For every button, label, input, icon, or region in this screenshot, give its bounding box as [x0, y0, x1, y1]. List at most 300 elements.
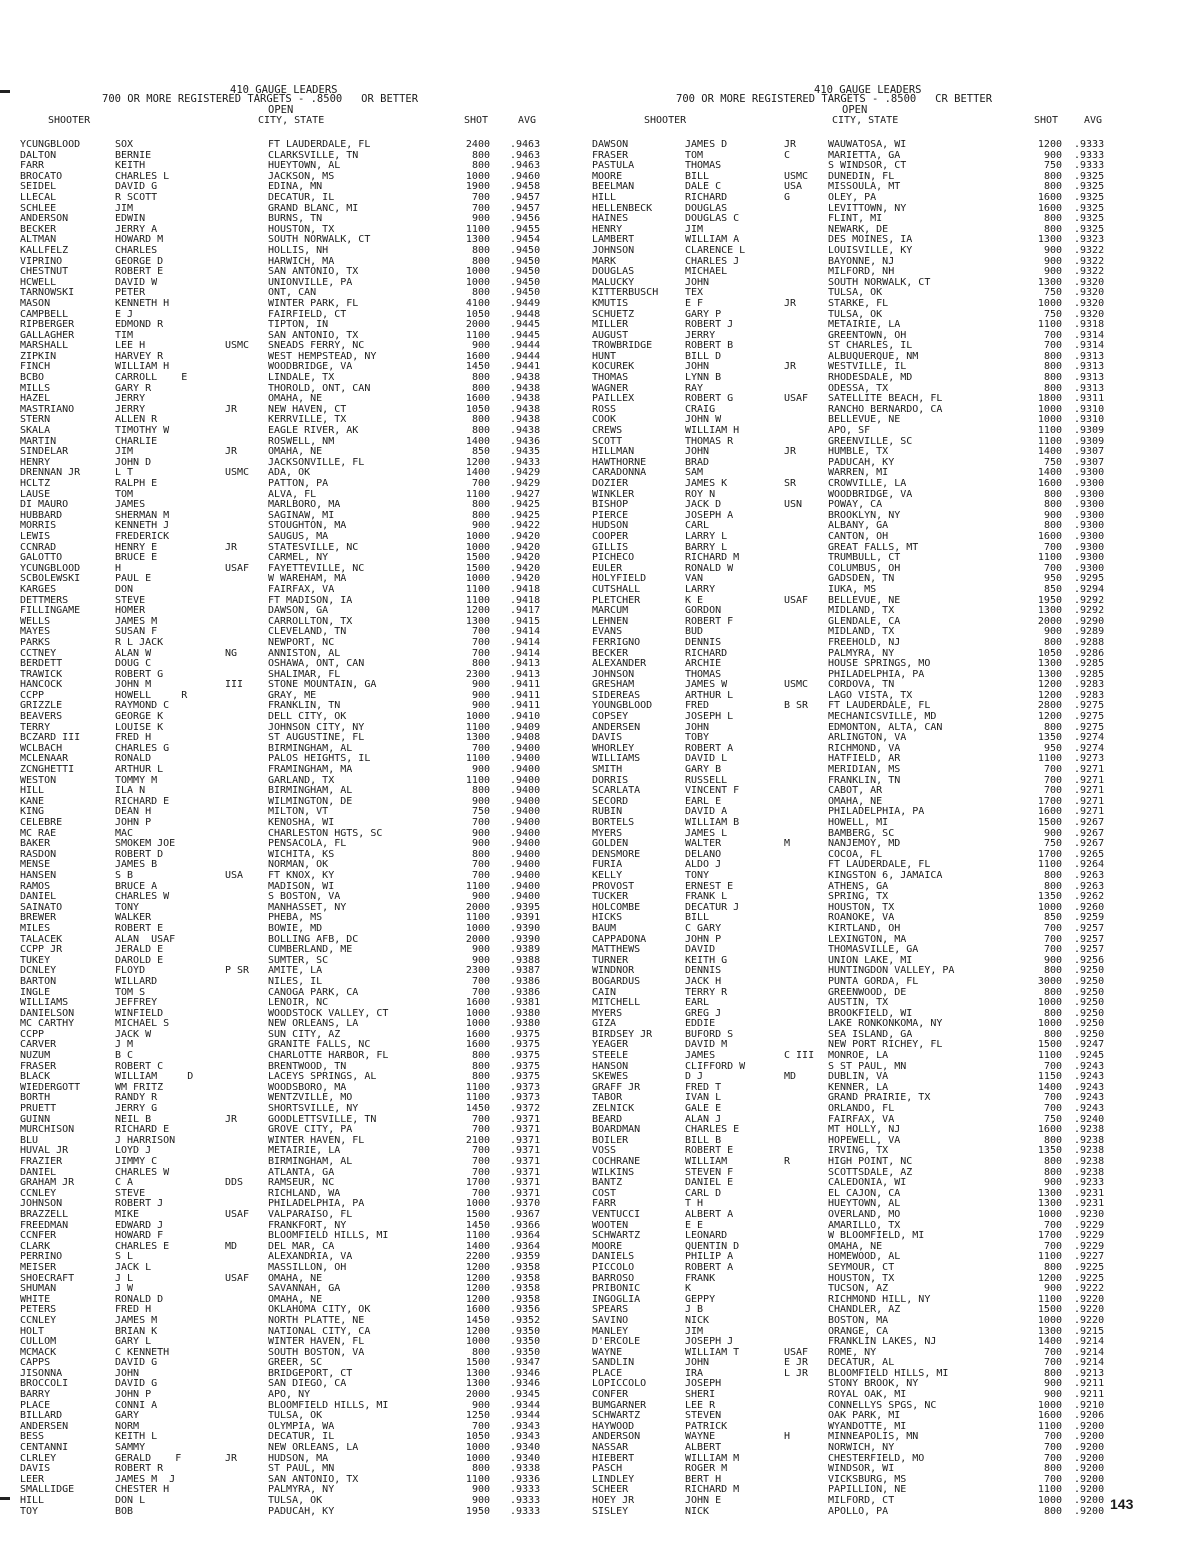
average: .9300: [1074, 541, 1105, 553]
shooter-last-name: COST: [592, 1187, 617, 1199]
city-state: NANJEMOY, MD: [828, 838, 901, 850]
shot-count: 1100: [465, 329, 490, 341]
shooter-last-name: MCMACK: [20, 1346, 57, 1358]
shooter-first-name: R L JACK: [115, 636, 164, 648]
city-state: WOODBRIDGE, VA: [828, 488, 913, 500]
shot-count: 1300: [1037, 276, 1062, 288]
average: .9364: [510, 1230, 541, 1242]
average: .9307: [1074, 446, 1105, 458]
average: .9371: [510, 1134, 541, 1146]
city-state: GREENWOOD, DE: [828, 986, 907, 998]
shooter-first-name: NORM: [115, 1420, 140, 1432]
shooter-first-name: HOWELL R: [115, 689, 188, 701]
shooter-last-name: MARCUM: [592, 605, 629, 617]
average: .9445: [510, 329, 541, 341]
shot-count: 1600: [465, 350, 490, 362]
shot-count: 700: [1043, 1452, 1062, 1464]
shooter-suffix: JR: [225, 1452, 238, 1464]
shooter-first-name: BARRY L: [685, 541, 728, 553]
shooter-first-name: LYNN B: [685, 372, 722, 384]
average: .9343: [510, 1420, 541, 1432]
shooter-first-name: JAMES M: [115, 1314, 158, 1326]
shot-count: 1100: [465, 594, 490, 606]
shot-count: 1000: [1037, 997, 1062, 1009]
shooter-last-name: BEARD: [592, 1113, 623, 1125]
left-title: 410 GAUGE LEADERS: [230, 84, 338, 96]
average: .9457: [510, 202, 541, 214]
shooter-last-name: GRAHAM JR: [20, 1177, 75, 1189]
shooter-first-name: JOHN W: [685, 414, 722, 426]
shooter-suffix: USA: [784, 181, 803, 193]
city-state: CROWVILLE, LA: [828, 478, 907, 489]
shooter-first-name: SUSAN F: [115, 626, 158, 638]
shot-count: 1200: [1037, 1272, 1062, 1284]
shooter-first-name: C A: [115, 1177, 134, 1189]
shooter-last-name: D'ERCOLE: [592, 1336, 641, 1348]
shooter-last-name: LOPICCOLO: [592, 1378, 647, 1390]
shooter-last-name: HCWELL: [20, 276, 57, 288]
table-row: [20, 140, 568, 151]
average: .9400: [510, 806, 541, 818]
average: .9314: [1074, 329, 1105, 341]
shooter-last-name: THOMAS: [592, 372, 629, 384]
average: .9411: [510, 700, 541, 712]
shooter-suffix: JR: [225, 446, 238, 458]
city-state: MONROE, LA: [828, 1050, 889, 1062]
shot-count: 1000: [1037, 403, 1062, 415]
shooter-last-name: KANE: [20, 795, 45, 807]
shooter-first-name: RICHARD: [685, 191, 728, 203]
shooter-last-name: BANTZ: [592, 1177, 623, 1189]
shooter-last-name: SCHLEE: [20, 202, 57, 214]
shooter-last-name: MOORE: [592, 1240, 623, 1252]
city-state: HARWICH, MA: [268, 255, 335, 267]
shot-count: 1100: [1037, 552, 1062, 564]
shooter-last-name: CCNRAD: [20, 541, 57, 553]
shot-count: 800: [471, 149, 490, 161]
shot-count: 1400: [465, 1240, 490, 1252]
city-state: MADISON, WI: [268, 880, 335, 892]
shot-count: 700: [1043, 1473, 1062, 1485]
shooter-first-name: J L: [115, 1272, 134, 1284]
shooter-first-name: NICK: [685, 1314, 710, 1326]
shot-count: 700: [1043, 764, 1062, 776]
city-state: MIDLAND, TX: [828, 626, 895, 638]
city-state: MERIDIAN, MS: [828, 764, 901, 776]
shot-count: 1100: [465, 223, 490, 235]
city-state: PADUCAH, KY: [268, 1505, 335, 1517]
table-row: [584, 299, 1136, 310]
shooter-last-name: CAPPS: [20, 1357, 51, 1369]
shot-count: 1000: [465, 922, 490, 934]
shooter-first-name: JERRY: [115, 403, 146, 415]
average: .9257: [1074, 933, 1105, 945]
shooter-last-name: HELLENBECK: [592, 202, 653, 214]
shooter-first-name: DOUGLAS C: [685, 213, 740, 225]
shot-count: 1600: [465, 1028, 490, 1040]
shot-count: 1500: [465, 1357, 490, 1369]
table-row: [20, 977, 568, 988]
shooter-first-name: SAMMY: [115, 1442, 146, 1454]
city-state: ORANGE, CA: [828, 1325, 889, 1337]
city-state: RAMSEUR, NC: [268, 1177, 335, 1189]
average: .9214: [1074, 1357, 1105, 1369]
average: .9313: [1074, 361, 1105, 373]
city-state: DUNEDIN, FL: [828, 170, 895, 182]
average: .9413: [510, 658, 541, 670]
city-state: WENTZVILLE, MO: [268, 1092, 353, 1104]
right-column-headers: [584, 116, 1136, 138]
shooter-first-name: BERT H: [685, 1473, 722, 1485]
shot-count: 1000: [1037, 297, 1062, 309]
shooter-last-name: FARR: [592, 1198, 617, 1210]
shooter-last-name: PAILLEX: [592, 393, 635, 405]
shooter-last-name: TERRY: [20, 721, 51, 733]
shooter-last-name: CAIN: [592, 986, 617, 998]
average: .9322: [1074, 266, 1105, 278]
shooter-last-name: SCHEER: [592, 1484, 629, 1496]
shot-count: 1600: [1037, 1410, 1062, 1422]
city-state: GARLAND, TX: [268, 774, 335, 786]
average: .9325: [1074, 223, 1105, 235]
shot-count: 1450: [465, 1103, 490, 1115]
shot-count: 1100: [1037, 859, 1062, 871]
shooter-last-name: SCHWARTZ: [592, 1410, 641, 1422]
average: .9370: [510, 1198, 541, 1210]
shooter-last-name: FURIA: [592, 859, 623, 871]
shooter-first-name: BRUCE A: [115, 880, 158, 892]
average: .9400: [510, 774, 541, 786]
average: .9200: [1074, 1505, 1105, 1517]
city-state: GREENVILLE, SC: [828, 435, 913, 447]
shooter-first-name: ALLEN R: [115, 414, 158, 426]
average: .9415: [510, 615, 541, 627]
shot-count: 1200: [465, 456, 490, 468]
city-state: W BLOOMFIELD, MI: [828, 1230, 925, 1242]
shooter-last-name: CLRLEY: [20, 1452, 57, 1464]
city-state: OKLAHOMA CITY, OK: [268, 1304, 371, 1316]
average: .9263: [1074, 880, 1105, 892]
shooter-first-name: JIM: [115, 202, 134, 214]
shot-count: 800: [1043, 1261, 1062, 1273]
shooter-suffix: M: [784, 838, 791, 850]
average: .9400: [510, 795, 541, 807]
shooter-last-name: BCBO: [20, 372, 45, 384]
city-state: SAN ANTONIO, TX: [268, 1473, 359, 1485]
shooter-last-name: MILES: [20, 922, 51, 934]
average: .9333: [510, 1495, 541, 1506]
left-col-shot: SHOT: [464, 115, 489, 126]
shooter-first-name: RONALD D: [115, 1293, 164, 1305]
city-state: SCOTTSDALE, AZ: [828, 1166, 913, 1178]
shooter-first-name: RICHARD M: [685, 1484, 740, 1496]
margin-mark: [0, 1497, 10, 1500]
average: .9400: [510, 859, 541, 871]
city-state: FRAMINGHAM, MA: [268, 764, 353, 776]
city-state: VICKSBURG, MS: [828, 1473, 907, 1485]
shooter-first-name: TIM: [115, 329, 134, 341]
shooter-first-name: CHARLES J: [685, 255, 740, 267]
average: .9371: [510, 1166, 541, 1178]
shooter-last-name: WCLBACH: [20, 742, 63, 754]
shooter-last-name: ZCNGHETTI: [20, 764, 75, 776]
shot-count: 850: [1043, 912, 1062, 924]
table-row: [584, 638, 1136, 649]
shooter-last-name: BIRDSEY JR: [592, 1028, 653, 1040]
average: .9200: [1074, 1442, 1105, 1454]
shot-count: 900: [471, 679, 490, 691]
shooter-first-name: DALE C: [685, 181, 722, 193]
city-state: WOODSTOCK VALLEY, CT: [268, 1007, 389, 1019]
shooter-last-name: SAINATO: [20, 901, 63, 913]
shot-count: 1300: [1037, 1325, 1062, 1337]
average: .9375: [510, 1039, 541, 1051]
city-state: DUBLIN, VA: [828, 1071, 889, 1083]
shot-count: 1600: [1037, 478, 1062, 489]
shooter-last-name: SPEARS: [592, 1304, 629, 1316]
city-state: BLOOMFIELD HILLS, MI: [828, 1367, 949, 1379]
city-state: APOLLO, PA: [828, 1505, 889, 1517]
average: .9262: [1074, 891, 1105, 903]
shooter-first-name: RICHARD E: [115, 795, 170, 807]
shooter-last-name: NUZUM: [20, 1050, 51, 1062]
average: .9320: [1074, 297, 1105, 309]
shot-count: 1300: [1037, 605, 1062, 617]
city-state: ALBUQUERQUE, NM: [828, 350, 919, 362]
city-state: PALMYRA, NY: [268, 1484, 335, 1496]
shooter-first-name: CHARLES E: [685, 1124, 740, 1136]
shooter-first-name: GARY L: [115, 1336, 152, 1348]
average: .9274: [1074, 742, 1105, 754]
shooter-last-name: WINKLER: [592, 488, 635, 500]
shooter-last-name: SCHUETZ: [592, 308, 635, 320]
city-state: NEW HAVEN, CT: [268, 403, 347, 415]
shot-count: 700: [471, 1420, 490, 1432]
average: .9417: [510, 605, 541, 617]
shooter-first-name: MICHAEL: [685, 266, 728, 278]
shooter-first-name: ROBERT E: [685, 1145, 734, 1157]
shot-count: 1100: [1037, 1251, 1062, 1263]
shot-count: 800: [471, 509, 490, 521]
shooter-last-name: MOORE: [592, 170, 623, 182]
average: .9381: [510, 997, 541, 1009]
average: .9427: [510, 488, 541, 500]
shooter-first-name: GEPPY: [685, 1293, 716, 1305]
shooter-first-name: ILA N: [115, 785, 146, 797]
average: .9433: [510, 456, 541, 468]
city-state: NORWICH, NY: [828, 1442, 895, 1454]
average: .9450: [510, 266, 541, 278]
shot-count: 1700: [465, 1177, 490, 1189]
average: .9345: [510, 1389, 541, 1401]
city-state: SOUTH BOSTON, VA: [268, 1346, 365, 1358]
shooter-last-name: CHESTNUT: [20, 266, 69, 278]
shooter-suffix: E JR: [784, 1357, 809, 1369]
city-state: CLARKSVILLE, TN: [268, 149, 359, 161]
average: .9250: [1074, 986, 1105, 998]
shooter-last-name: MASTRIANO: [20, 403, 75, 415]
average: .9243: [1074, 1103, 1105, 1115]
left-open-label: OPEN: [268, 104, 294, 116]
shooter-first-name: CHARLES W: [115, 891, 170, 903]
shot-count: 700: [1043, 1431, 1062, 1443]
city-state: STOUGHTON, MA: [268, 520, 347, 532]
average: .9267: [1074, 817, 1105, 828]
shooter-first-name: WILLIAM T: [685, 1346, 740, 1358]
city-state: OMAHA, NE: [268, 1293, 323, 1305]
table-row: [584, 1263, 1136, 1274]
average: .9213: [1074, 1367, 1105, 1379]
average: .9274: [1074, 732, 1105, 744]
shooter-first-name: DOUGLAS: [685, 202, 728, 214]
average: .9336: [510, 1473, 541, 1485]
shooter-last-name: MCLENAAR: [20, 753, 69, 765]
shooter-last-name: ALEXANDER: [592, 658, 647, 670]
shooter-last-name: BOILER: [592, 1134, 629, 1146]
average: .9391: [510, 912, 541, 924]
shooter-first-name: GARY R: [115, 382, 152, 394]
shot-count: 1350: [1037, 1145, 1062, 1157]
shot-count: 700: [1043, 1092, 1062, 1104]
shooter-first-name: CARL D: [685, 1187, 722, 1199]
shooter-first-name: CHARLES E: [115, 1240, 170, 1252]
shot-count: 900: [1043, 266, 1062, 278]
shooter-last-name: GALLAGHER: [20, 329, 75, 341]
shot-count: 1400: [465, 467, 490, 479]
city-state: TRUMBULL, CT: [828, 552, 901, 564]
average: .9420: [510, 530, 541, 542]
average: .9364: [510, 1240, 541, 1252]
shooter-last-name: HOLCOMBE: [592, 901, 641, 913]
shooter-first-name: KENNETH H: [115, 297, 170, 309]
shooter-last-name: HUVAL JR: [20, 1145, 69, 1157]
table-row: [584, 1157, 1136, 1168]
shooter-first-name: RUSSELL: [685, 774, 728, 786]
shooter-last-name: DENSMORE: [592, 848, 641, 860]
city-state: LOUISVILLE, KY: [828, 244, 913, 256]
average: .9450: [510, 287, 541, 299]
shooter-last-name: CARVER: [20, 1039, 57, 1051]
shot-count: 1100: [465, 721, 490, 733]
shooter-first-name: HARVEY R: [115, 350, 164, 362]
shooter-first-name: DAVID G: [115, 1378, 158, 1390]
city-state: OMAHA, NE: [268, 1272, 323, 1284]
city-state: GADSDEN, TN: [828, 573, 895, 585]
shooter-last-name: FILLINGAME: [20, 605, 81, 617]
shooter-first-name: LEONARD: [685, 1230, 728, 1242]
shooter-first-name: GERALD F: [115, 1452, 182, 1464]
average: .9271: [1074, 795, 1105, 807]
average: .9300: [1074, 499, 1105, 511]
shooter-first-name: FRANK: [685, 1272, 716, 1284]
shot-count: 2200: [465, 1251, 490, 1263]
shooter-last-name: TOY: [20, 1505, 39, 1517]
average: .9438: [510, 425, 541, 437]
shooter-first-name: SHERI: [685, 1389, 716, 1401]
shooter-first-name: K E: [685, 594, 704, 606]
shooter-first-name: WINFIELD: [115, 1007, 164, 1019]
shot-count: 800: [1043, 361, 1062, 373]
shot-count: 800: [471, 499, 490, 511]
city-state: TUCSON, AZ: [828, 1283, 889, 1295]
shooter-first-name: BILL: [685, 170, 710, 182]
shooter-last-name: SCBOLEWSKI: [20, 573, 81, 585]
shooter-last-name: MARSHALL: [20, 340, 69, 352]
average: .9271: [1074, 774, 1105, 786]
shooter-suffix: C: [784, 149, 791, 161]
average: .9275: [1074, 711, 1105, 723]
shooter-last-name: VOSS: [592, 1145, 617, 1157]
table-row: [584, 246, 1136, 257]
city-state: GREER, SC: [268, 1357, 323, 1369]
average: .9425: [510, 509, 541, 521]
average: .9371: [510, 1113, 541, 1125]
left-column-headers: [20, 116, 568, 138]
average: .9292: [1074, 605, 1105, 617]
city-state: KENNER, LA: [828, 1081, 889, 1093]
city-state: FT KNOX, KY: [268, 869, 335, 881]
city-state: SEA ISLAND, GA: [828, 1028, 913, 1040]
shooter-last-name: CCTNEY: [20, 647, 57, 659]
table-row: [20, 246, 568, 257]
shooter-last-name: MYERS: [592, 1007, 623, 1019]
shooter-first-name: ROBERT E: [115, 266, 164, 278]
shooter-first-name: ERNEST E: [685, 880, 734, 892]
city-state: ROYAL OAK, MI: [828, 1389, 907, 1401]
shooter-last-name: MAYES: [20, 626, 51, 638]
shot-count: 2300: [465, 965, 490, 977]
shooter-suffix: USAF: [784, 393, 809, 405]
shooter-first-name: JACK H: [685, 975, 722, 987]
shooter-first-name: BRUCE E: [115, 552, 158, 564]
shot-count: 800: [1043, 1156, 1062, 1167]
average: .9227: [1074, 1251, 1105, 1263]
shot-count: 800: [471, 1071, 490, 1083]
average: .9418: [510, 583, 541, 595]
average: .9454: [510, 234, 541, 246]
city-state: WOODSBORO, MA: [268, 1081, 347, 1093]
shooter-last-name: GILLIS: [592, 541, 629, 553]
shooter-first-name: S B: [115, 869, 134, 881]
shooter-first-name: T H: [685, 1198, 704, 1210]
shooter-first-name: FRED H: [115, 732, 152, 744]
shooter-last-name: BECKER: [20, 223, 57, 235]
shooter-first-name: TERRY R: [685, 986, 728, 998]
average: .9395: [510, 901, 541, 913]
shooter-first-name: LEE H: [115, 340, 146, 352]
shooter-first-name: JOHN: [685, 446, 710, 458]
shot-count: 900: [1043, 954, 1062, 966]
shot-count: 1000: [465, 573, 490, 585]
shooter-suffix: USAF: [225, 562, 250, 574]
shooter-last-name: GIZA: [592, 1018, 617, 1030]
city-state: BELLEVUE, NE: [828, 594, 901, 606]
shooter-suffix: JR: [784, 446, 797, 458]
shooter-first-name: WILLIAM M: [685, 1452, 740, 1464]
city-state: ST AUGUSTINE, FL: [268, 732, 365, 744]
average: .9414: [510, 647, 541, 659]
shooter-suffix: USAF: [225, 1272, 250, 1284]
shooter-first-name: J HARRISON: [115, 1134, 176, 1146]
average: .9250: [1074, 1028, 1105, 1040]
shooter-last-name: BROCATO: [20, 170, 63, 182]
shooter-first-name: E J: [115, 308, 134, 320]
shooter-last-name: WAYNE: [592, 1346, 623, 1358]
shot-count: 700: [471, 1156, 490, 1167]
shooter-first-name: DAVID L: [685, 753, 728, 765]
city-state: APO, NY: [268, 1389, 311, 1401]
average: .9400: [510, 764, 541, 776]
